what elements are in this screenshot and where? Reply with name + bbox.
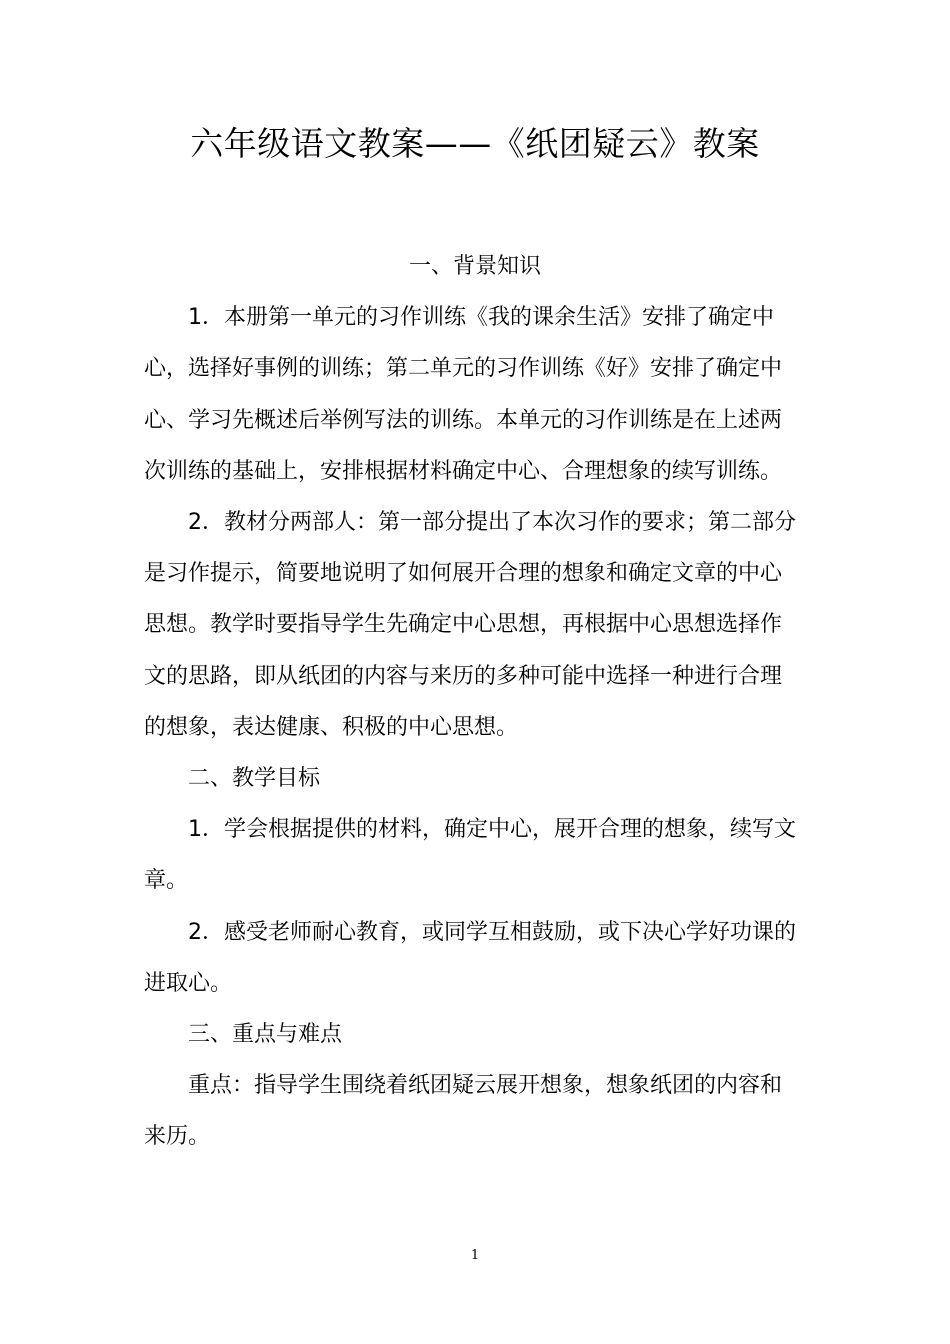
paragraph-line: 心、学习先概述后举例写法的训练。本单元的习作训练是在上述两 [144, 408, 783, 433]
paragraph-line: 2．教材分两部人：第一部分提出了本次习作的要求；第二部分 [188, 510, 796, 535]
page-number: 1 [470, 1248, 480, 1263]
paragraph-line: 2．感受老师耐心教育，或同学互相鼓励，或下决心学好功课的 [188, 920, 796, 945]
paragraph-line: 的想象，表达健康、积极的中心思想。 [144, 715, 519, 740]
paragraph-line: 来历。 [144, 1124, 211, 1149]
paragraph-line: 章。 [144, 868, 189, 893]
paragraph-line: 文的思路，即从纸团的内容与来历的多种可能中选择一种进行合理 [144, 664, 783, 689]
section-heading-key-points: 三、重点与难点 [188, 1022, 343, 1047]
section-heading-objectives: 二、教学目标 [188, 766, 321, 791]
paragraph-line: 思想。教学时要指导学生先确定中心思想，再根据中心思想选择作 [144, 612, 783, 637]
paragraph-line: 重点：指导学生围绕着纸团疑云展开想象，想象纸团的内容和 [188, 1073, 783, 1098]
paragraph-line: 次训练的基础上，安排根据材料确定中心、合理想象的续写训练。 [144, 459, 783, 484]
section-heading-background: 一、背景知识 [408, 254, 541, 279]
paragraph-line: 1．本册第一单元的习作训练《我的课余生活》安排了确定中 [188, 305, 774, 330]
paragraph-line: 进取心。 [144, 971, 233, 996]
paragraph-line: 心，选择好事例的训练；第二单元的习作训练《好》安排了确定中 [144, 356, 783, 381]
document-title: 六年级语文教案——《纸团疑云》教案 [190, 124, 760, 163]
paragraph-line: 1．学会根据提供的材料，确定中心，展开合理的想象，续写文 [188, 817, 796, 842]
paragraph-line: 是习作提示，简要地说明了如何展开合理的想象和确定文章的中心 [144, 561, 783, 586]
